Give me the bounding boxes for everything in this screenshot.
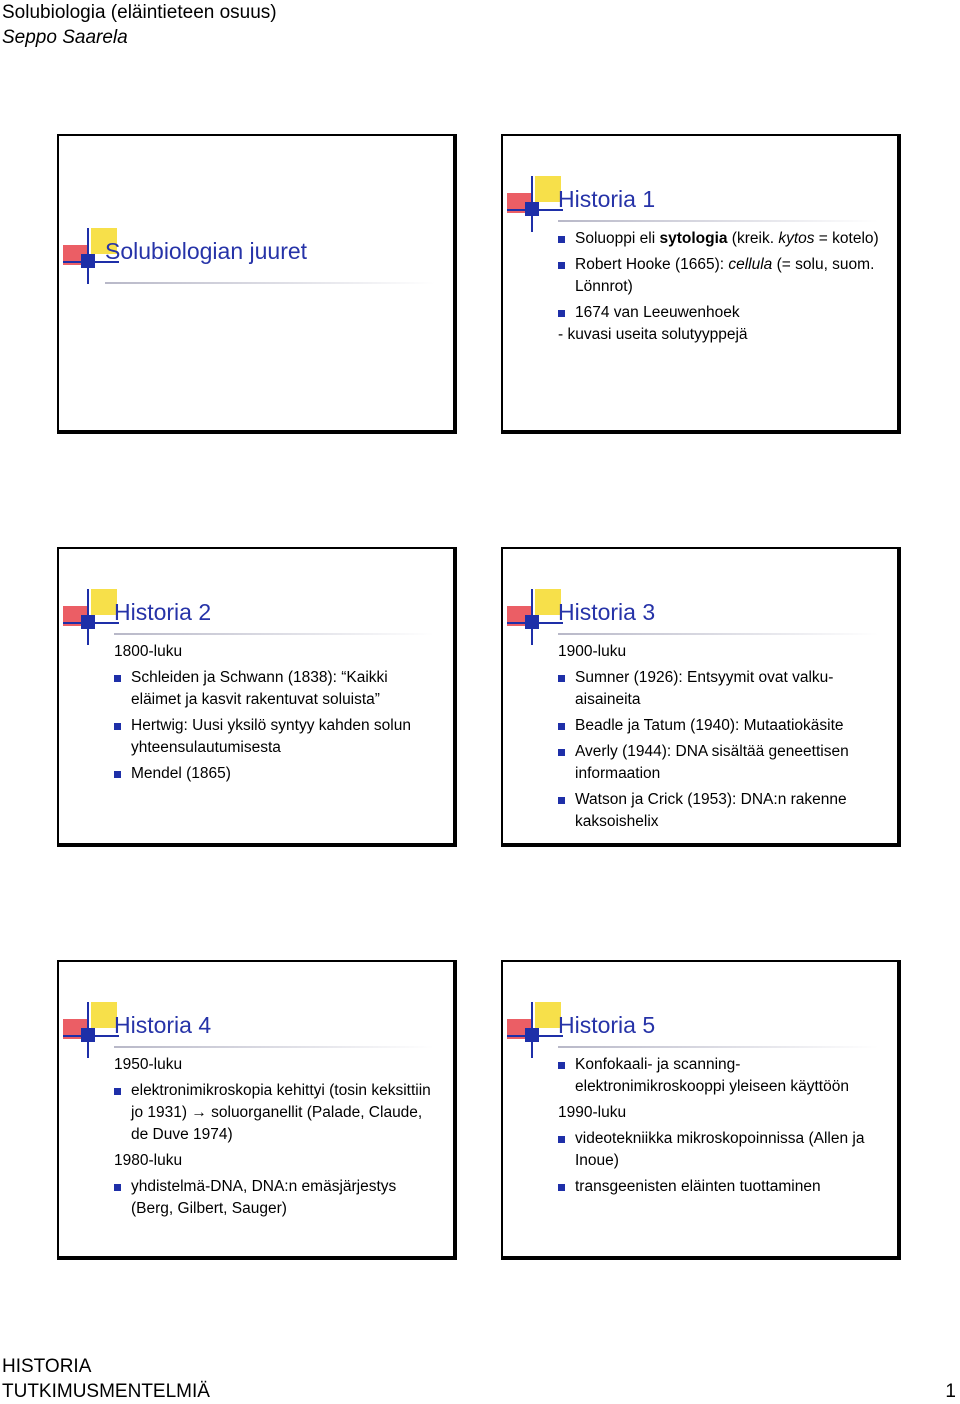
bullet-item: transgeenisten eläinten tuottaminen — [558, 1176, 883, 1198]
slide-content — [558, 1054, 883, 1202]
author-name: Seppo Saarela — [2, 27, 128, 48]
bullet-item: Averly (1944): DNA sisältää geneettisen informaation — [558, 741, 883, 785]
bullet-item: 1674 van Leeuwenhoek — [558, 302, 883, 324]
slide-3 — [57, 547, 457, 847]
page-header — [2, 0, 277, 50]
bullet-item: videotekniikka mikroskopoinnissa (Allen ja Inoue) — [558, 1128, 883, 1172]
course-title: Solubiologia (eläintieteen osuus) — [2, 2, 277, 23]
bullet-item: Soluoppi eli sytologia (kreik. kytos = kotelo) — [558, 228, 883, 250]
footer-line-2: TUTKIMUSMENTELMIÄ — [2, 1381, 210, 1402]
slide-title: Historia 2 — [114, 599, 212, 625]
slide-title: Historia 3 — [558, 599, 656, 625]
period-label: 1800-luku — [114, 643, 183, 660]
bullet-item: Watson ja Crick (1953): DNA:n rakenne kaksoishelix — [558, 789, 883, 833]
sub-text: - kuvasi useita solutyyppejä — [558, 326, 748, 343]
slide-content — [558, 641, 883, 837]
bullet-item: Schleiden ja Schwann (1838): “Kaikki eläimet ja kasvit rakentuvat soluista” — [114, 667, 439, 711]
title-rule — [105, 282, 435, 284]
bullet-item: Hertwig: Uusi yksilö syntyy kahden solun yhteensulautumisesta — [114, 715, 439, 759]
slide-2 — [501, 134, 901, 434]
period-label: 1990-luku — [558, 1104, 627, 1121]
page-number: 1 — [945, 1381, 956, 1402]
bullet-item: Sumner (1926): Entsyymit ovat valku-aisaineita — [558, 667, 883, 711]
bullet-item: Mendel (1865) — [114, 763, 439, 785]
period-label: 1950-luku — [114, 1056, 183, 1073]
slide-content — [558, 228, 883, 350]
slide-6 — [501, 960, 901, 1260]
slide-title: Historia 5 — [558, 1012, 656, 1038]
bullet-item: Beadle ja Tatum (1940): Mutaatiokäsite — [558, 715, 883, 737]
bullet-item: yhdistelmä-DNA, DNA:n emäsjärjestys (Berg, Gilbert, Sauger) — [114, 1176, 439, 1220]
page-footer — [2, 1354, 210, 1404]
title-rule — [114, 633, 434, 635]
footer-line-1: HISTORIA — [2, 1356, 92, 1377]
title-rule — [114, 1046, 434, 1048]
slide-content — [114, 641, 439, 789]
slide-title: Historia 1 — [558, 186, 656, 212]
bullet-item: Robert Hooke (1665): cellula (= solu, suom. Lönnrot) — [558, 254, 883, 298]
slide-1 — [57, 134, 457, 434]
slide-5 — [57, 960, 457, 1260]
period-label: 1980-luku — [114, 1152, 183, 1169]
slide-title: Solubiologian juuret — [105, 238, 308, 264]
bullet-item: elektronimikroskopia kehittyi (tosin keksittiin jo 1931) → soluorganellit (Palade, Claude, de Duve 1974) — [114, 1080, 439, 1146]
bullet-item: Konfokaali- ja scanning-elektronimikroskooppi yleiseen käyttöön — [558, 1054, 883, 1098]
slide-content — [114, 1054, 439, 1224]
period-label: 1900-luku — [558, 643, 627, 660]
title-rule — [558, 633, 878, 635]
title-rule — [558, 220, 878, 222]
title-rule — [558, 1046, 878, 1048]
slide-title: Historia 4 — [114, 1012, 212, 1038]
slide-4 — [501, 547, 901, 847]
